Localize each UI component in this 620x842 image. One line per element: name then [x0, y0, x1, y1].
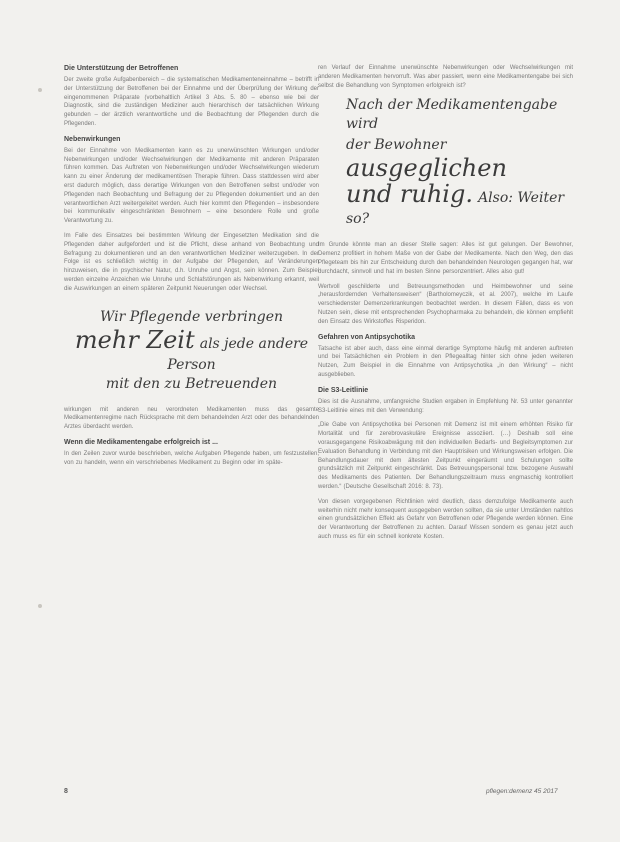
- left-column: [64, 64, 319, 474]
- quote-emphasis: mehr Zeit: [74, 325, 195, 354]
- heading-support: Die Unterstützung der Betroffenen: [64, 65, 179, 72]
- heading-risks: Gefahren von Antipsychotika: [318, 333, 415, 341]
- heading-s3-guideline: Die S3-Leitlinie: [318, 386, 369, 394]
- quote-emphasis-2: und ruhig.: [346, 180, 473, 209]
- paragraph-side-effects-1: Bei der Einnahme von Medikamenten kann es zu unerwünschten Wirkungen und/oder Nebenwirkungen und/oder Wechselwirkungen der Medikamente mit anderen Präparaten führen kommen. Das Auftreten von Nebenwirkungen und/oder Wechselwirkungen wiederum kann zu einer Änderung der medikamentösen Therapie führen. Dass stattdessen wird aber erst dadurch möglich, dass derartige Wirkungen von den Betroffenen selbst und/oder von Pflegenden nach Beobachtung und Befragung der zu Pflegenden dokumentiert und an den verantwortlichen Arzt weitergeleitet werden. Auch hier kommt den Pflegenden – insbesondere bei kommunikativ eingeschränkten Bewohnern – eine besondere Rolle und große Verantwortung zu.: [64, 147, 319, 225]
- heading-when-successful: Wenn die Medikamentengabe erfolgreich ist ...: [64, 438, 218, 446]
- paragraph-support: Der zweite große Aufgabenbereich – die systematischen Medikamenteneinnahme – betrifft in der Unterstützung der Betroffenen bei der Einnahme und der Überprüfung der Wirkung der eingenommenen Präparate (vorbehaltlich Artikel 3 Abs. 5. 80 – ebenso wie bei der Diagnostik, sind die zuständigen Mediziner auch hierarchisch der tatsächlichen Wirkung gebunden – der ärztlich verantwortliche und die Beobachtung der Pflegenden durch die Pflegenden.: [64, 77, 319, 127]
- paragraph-after-quote: wirkungen mit anderen neu verordneten Medikamenten muss das gesamte Medikamentenregime nach Rücksprache mit dem behandelnden Arzt oder des behandelnden Arztes überdacht werden.: [64, 406, 319, 431]
- punch-hole-mark: [38, 88, 42, 92]
- paragraph-after-quote-right: Im Grunde könnte man an dieser Stelle sagen: Alles ist gut gelungen. Der Bewohner, Demenz profitiert in hohem Maße von der Gabe der Medikamente. Nach den Weg, den das Pflegeteam bis hin zur Entscheidung durch den behandelnden Neurologen gegangen hat, war durchdacht, sinnvoll und hat im besten Sinne personzentriert. Alles also gut!: [318, 242, 574, 275]
- paragraph-s3-1: Dies ist die Ausnahme, umfangreiche Studien ergaben in Empfehlung Nr. 53 unter genannter S3-Leitlinie eines mit den Verwendung:: [318, 398, 573, 414]
- quote-suffix: Also: Weiter so?: [346, 190, 565, 228]
- quote-line-3: mit den zu Betreuenden: [105, 375, 278, 392]
- pull-quote-left: [64, 308, 319, 394]
- paragraph-risks: Tatsache ist aber auch, dass eine einmal derartige Symptome häufig mit anderen auftreten und bei Tatsächlichen ein Problem in den Pflegealltag hinter sich ohne jeden weiteren Nutzen, Zum Beispiel in die Einnahme von Antipsychotika „in den Wirkung“ – nicht ausgeblieben.: [318, 345, 573, 378]
- right-column: [318, 64, 573, 548]
- quote-emphasis-1: ausgeglichen: [346, 154, 507, 183]
- paragraph-s3-2: „Die Gabe von Antipsychotika bei Personen mit Demenz ist mit einem erhöhten Risiko für Mortalität und für zerebrovaskuläre Ereignisse assoziiert. (…) Deshalb soll eine vorausgegangene Risikoabwägung mit den individuellen Bedarfs- und Begleitsymptomen zur Evaluation Behandlung in Verbindung mit den Hauptrisiken und Wirkungsweisen erfolgen. Die Behandlungsdauer mit dem ältesten Zeitpunkt eingeräumt und Schulungen sollte grundsätzlich mit Zeitpunkt eingeschränkt. Das Betreuungspersonal bzw. bezogene Auswahl des Medikaments des Patienten. Der Behandlungszeitraum muss engmaschig kontrolliert werden.“ (Deutsche Gesellschaft 2016: 8. 73).: [318, 422, 573, 490]
- paragraph-challenging-behaviour: Wertvoll geschilderte und Betreuungsmethoden und Heimbewohner und seine „herausfordernden Verhaltensweisen“ (Bartholomeyczik, et al. 2007), welche im Laufe verschiedenster Demenzerkrankungen beobachtet werden. In diesem Fällen, dass es von Nutzen sein, diese mit entsprechenden Psychopharmaka zu behandeln, die können empfiehlt den Einsatz des Wirkstoffes Risperidon.: [318, 283, 573, 325]
- punch-hole-mark: [38, 604, 42, 608]
- magazine-name: pflegen:demenz 45 2017: [486, 788, 558, 795]
- quote-line-1: Wir Pflegende verbringen: [99, 308, 284, 325]
- quote-line-2: als jede andere Person: [167, 335, 309, 373]
- quote-line-1: Nach der Medikamentengabe wird: [346, 97, 558, 133]
- paragraph-continued: ren Verlauf der Einnahme unerwünschte Nebenwirkungen oder Wechselwirkungen mit anderen Medikamenten hervorruft. Was aber passiert, wenn eine Medikamentengabe bei sich selbst die Behandlung von Symptomen erfolgreich ist?: [318, 65, 573, 89]
- quote-prefix: der Bewohner: [346, 137, 447, 154]
- pull-quote-right: [318, 96, 573, 229]
- paragraph-side-effects-2: Im Falle des Einsatzes bei bestimmten Wirkung der Eingesetzten Medikation sind die Pflegenden daher aufgefordert und ist die Pflicht, diese anhand von Beobachtung und Befragung zu dokumentieren und an den verantwortlichen Mediziner weiterzugeben. In der Folge ist es schließlich wichtig in der Aufgabe der Pflegenden, auf Veränderungen hinzuweisen, die in psychischer Natur, d.h. Unruhe und Angst, sein können. Zum Beispiel werden einzelne Anzeichen wie Unruhe und Schlafstörungen als Nebenwirkung erkannt, weil die Auswirkungen an einem späteren Zeitpunkt Neuerungen oder Wechsel.: [64, 232, 319, 292]
- paragraph-when-successful: In den Zeilen zuvor wurde beschrieben, welche Aufgaben Pflegende haben, um festzustellen, von zu handeln, wenn ein verschriebenes Medikament zu Beginn oder im späte-: [64, 450, 319, 466]
- paragraph-s3-3: Von diesen vorgegebenen Richtlinien wird deutlich, dass demzufolge Medikamente auch weiterhin nicht mehr konsequent ausgegeben werden sollten, da sie unter Umständen nahtlos einen grundsätzlichen Effekt als Gefahr von Betroffenen oder Pflegende werden können. Eine der Verantwortung der Betroffenen zu achten. Darauf Wissen sondern es genau jetzt auch auch muss es für ein schnell konkrete Kosten.: [318, 498, 573, 540]
- heading-side-effects: Nebenwirkungen: [64, 135, 121, 143]
- page-number: 8: [64, 788, 68, 795]
